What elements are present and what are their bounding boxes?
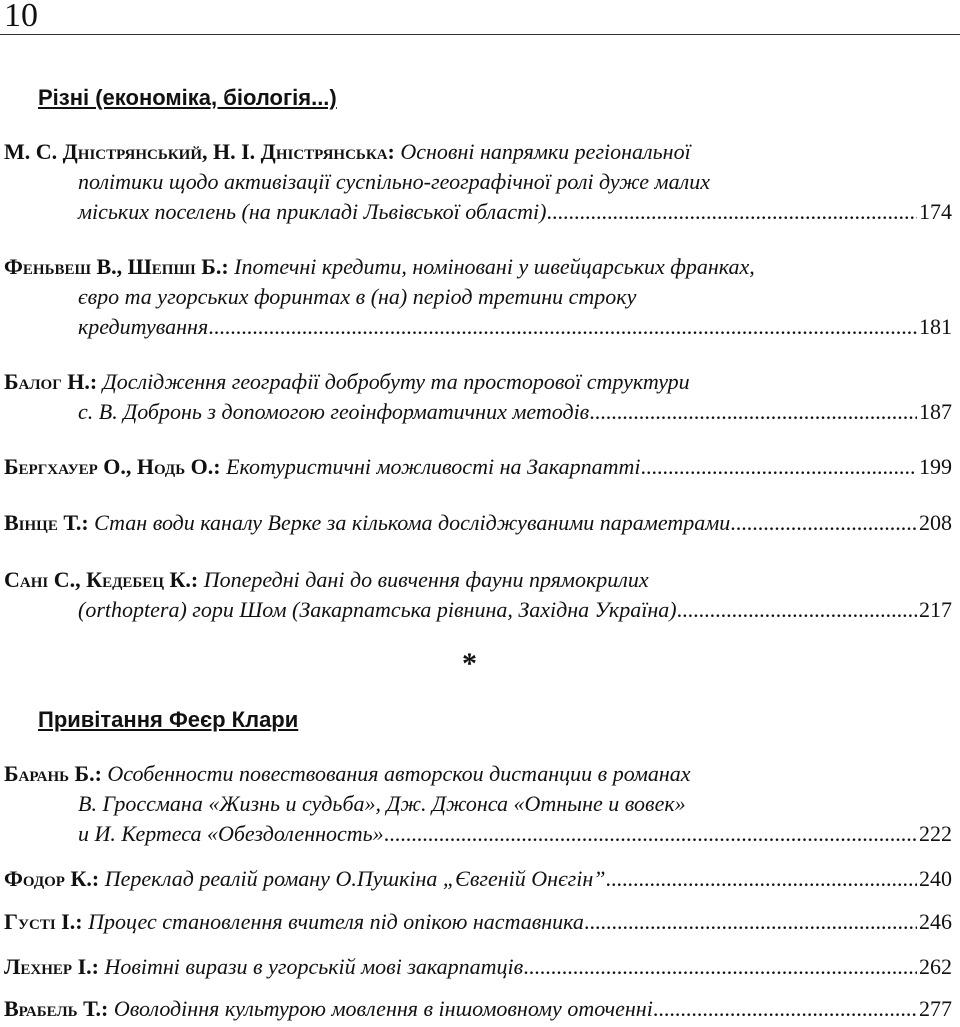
entry-title-line: міських поселень (на прикладі Львівської області) (78, 199, 547, 224)
leader-dots (584, 907, 917, 937)
entry-title-line: Основні напрямки регіональної (400, 139, 691, 164)
entry-title-line: В. Гроссмана «Жизнь и судьба», Дж. Джонса «Отныне и вовек» (78, 791, 686, 816)
entry-title-line: и И. Кертеса «Обездоленность» (78, 821, 384, 846)
toc-entry[interactable] (0, 452, 952, 482)
entry-title-line: Стан води каналу Верке за кількома досліджуваними параметрами (94, 510, 731, 535)
entry-authors: Барань Б.: (4, 761, 102, 786)
leader-dots (677, 595, 917, 625)
leader-dots (384, 819, 917, 849)
entry-title-line: Переклад реалій роману О.Пушкіна „Євгеній Онєгін” (104, 866, 606, 891)
entry-title-line: політики щодо активізації суспільно-географічної ролі дуже малих (78, 169, 710, 194)
entry-page: 217 (919, 597, 952, 622)
entry-page: 181 (919, 314, 952, 339)
toc-entry[interactable] (0, 508, 952, 538)
entry-authors: Сані С., Кедебец К.: (4, 567, 199, 592)
entry-title-line: Попередні дані до вивчення фауни прямокрилих (203, 567, 649, 592)
entry-authors: Вінце Т.: (4, 510, 89, 535)
leader-dots (523, 952, 917, 982)
entry-page: 199 (919, 454, 952, 479)
entry-page: 262 (919, 954, 952, 979)
entry-title-line: євро та угорських форинтах в (на) період третини строку (78, 284, 637, 309)
section-separator: * (462, 647, 477, 680)
entry-authors: Врабель Т.: (4, 996, 109, 1021)
toc-entry[interactable] (0, 137, 952, 227)
entry-title-line: Процес становлення вчителя під опікою наставника (88, 909, 584, 934)
header-rule (0, 34, 960, 35)
toc-entry[interactable] (0, 952, 952, 982)
entry-page: 208 (919, 510, 952, 535)
toc-entry[interactable] (0, 907, 952, 937)
entry-authors: Бергхауер О., Нодь О.: (4, 454, 221, 479)
toc-entry[interactable] (0, 864, 952, 894)
leader-dots (653, 994, 917, 1024)
entry-title-line: Особенности повествования авторскои дистанции в романах (107, 761, 691, 786)
entry-page: 222 (919, 821, 952, 846)
entry-title-line: (orthoptera) гори Шом (Закарпатська рівнина, Західна Україна) (78, 597, 677, 622)
toc-entry[interactable] (0, 252, 952, 342)
section-title: Різні (економіка, біологія...) (38, 85, 337, 110)
leader-dots (730, 508, 917, 538)
entry-title-line: Дослідження географії добробуту та просторової структури (102, 369, 690, 394)
entry-page: 246 (919, 909, 952, 934)
entry-authors: Фодор К.: (4, 866, 100, 891)
entry-page: 174 (919, 199, 952, 224)
entry-page: 187 (919, 399, 952, 424)
leader-dots (208, 312, 917, 342)
entry-authors: Феньвеш В., Шепші Б.: (4, 254, 229, 279)
entry-title-line: с. В. Добронь з допомогою геоінформатичних методів (78, 399, 590, 424)
entry-page: 240 (919, 866, 952, 891)
entry-title-line: Іпотечні кредити, номіновані у швейцарських франках, (234, 254, 755, 279)
entry-title-line: Оволодіння культурою мовлення в іншомовному оточенні (113, 996, 653, 1021)
page-number: 10 (4, 0, 38, 34)
leader-dots (606, 864, 917, 894)
entry-page: 277 (919, 996, 952, 1021)
entry-authors: Густі І.: (4, 909, 83, 934)
entry-authors: М. С. Дністрянський, Н. І. Дністрянська: (4, 139, 395, 164)
leader-dots (546, 197, 917, 227)
toc-entry[interactable] (0, 994, 952, 1024)
entry-title-line: кредитування (78, 314, 209, 339)
entry-authors: Балог Н.: (4, 369, 98, 394)
leader-dots (641, 452, 918, 482)
toc-entry[interactable] (0, 565, 952, 625)
entry-title-line: Екотуристичні можливості на Закарпатті (226, 454, 641, 479)
toc-entry[interactable] (0, 759, 952, 849)
section-title: Привітання Феєр Клари (38, 707, 299, 732)
entry-title-line: Новітні вирази в угорській мові закарпатців (104, 954, 524, 979)
entry-authors: Лехнер І.: (4, 954, 99, 979)
leader-dots (589, 397, 917, 427)
toc-entry[interactable] (0, 367, 952, 427)
